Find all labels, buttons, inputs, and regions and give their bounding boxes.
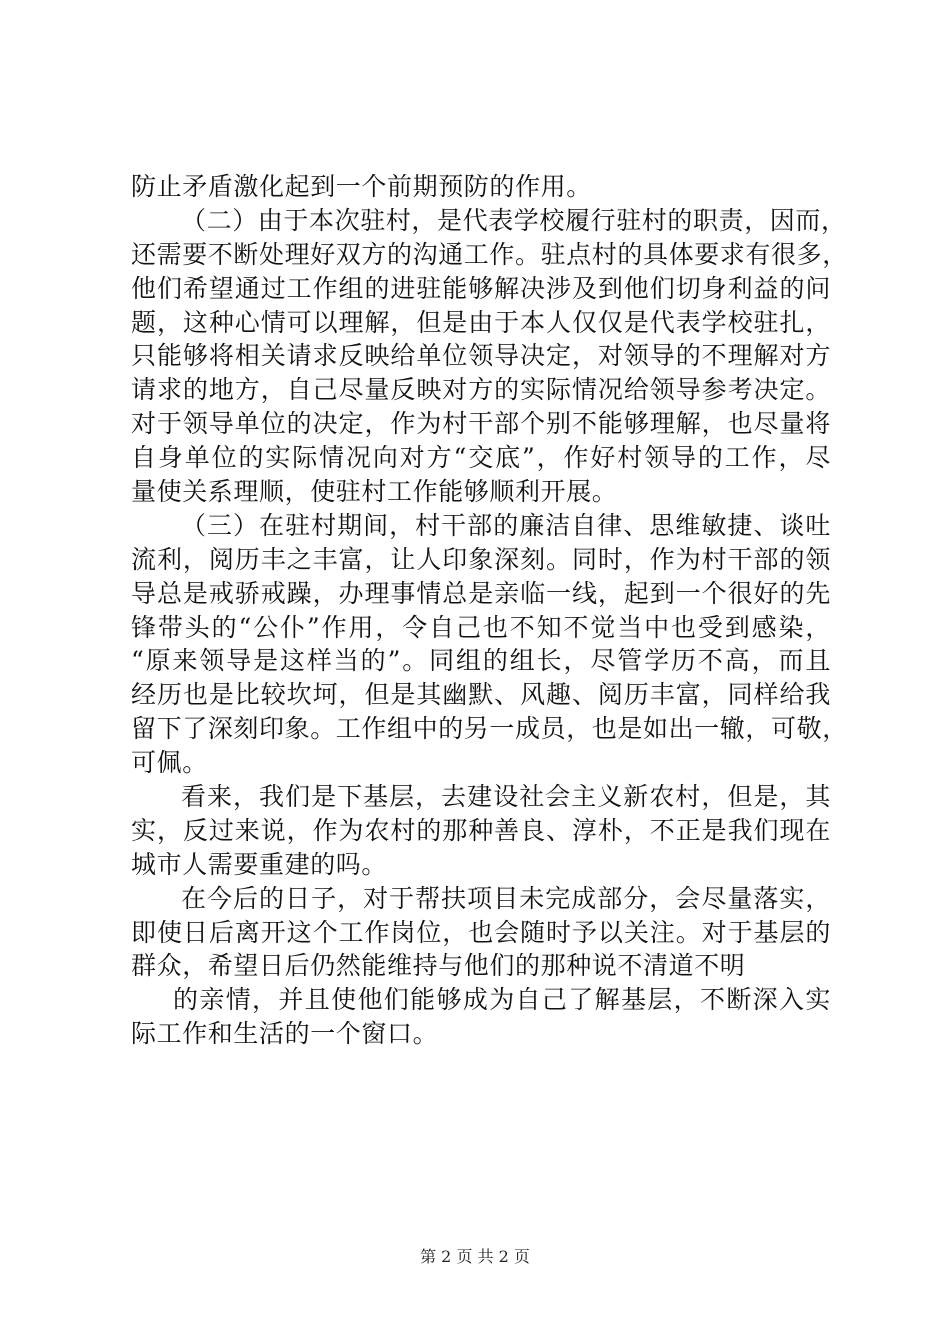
text-line: 在今后的日子，对于帮扶项目未完成部分，会尽量落实， [181,883,831,913]
text-line: 题，这种心情可以理解，但是由于本人仅仅是代表学校驻扎， [131,307,831,337]
text-line: 导总是戒骄戒躁，办理事情总是亲临一线，起到一个很好的先 [131,578,831,608]
text-line: 流利，阅历丰之丰富，让人印象深刻。同时，作为村干部的领 [131,544,831,574]
text-line: 还需要不断处理好双方的沟通工作。驻点村的具体要求有很多， [131,239,848,269]
text-line: 可佩。 [131,748,208,778]
text-line: 看来，我们是下基层，去建设社会主义新农村，但是，其 [181,782,831,812]
text-line: 自身单位的实际情况向对方“交底”，作好村领导的工作，尽 [131,443,831,473]
text-line: 的亲情，并且使他们能够成为自己了解基层，不断深入实 [173,985,831,1015]
text-line: 防止矛盾激化起到一个前期预防的作用。 [131,172,592,201]
text-line: 他们希望通过工作组的进驻能够解决涉及到他们切身利益的问 [131,273,831,303]
text-line: （二）由于本次驻村，是代表学校履行驻村的职责，因而， [181,205,847,235]
document-body [131,170,848,1051]
text-line: （三）在驻村期间，村干部的廉洁自律、思维敏捷、谈吐 [181,510,831,540]
page-number-footer: 第 2 页 共 2 页 [420,1247,530,1266]
text-line: 经历也是比较坎坷，但是其幽默、风趣、阅历丰富，同样给我 [131,680,831,710]
text-line: 城市人需要重建的吗。 [131,849,388,879]
text-line: “原来领导是这样当的”。同组的组长，尽管学历不高，而且 [131,646,831,676]
text-line: 实，反过来说，作为农村的那种善良、淳朴，不正是我们现在 [131,815,831,845]
text-line: 量使关系理顺，使驻村工作能够顺利开展。 [131,477,618,507]
text-line: 锋带头的“公仆”作用，令自己也不知不觉当中也受到感染， [131,612,831,642]
text-line: 留下了深刻印象。工作组中的另一成员，也是如出一辙，可敬， [131,714,848,744]
text-line: 对于领导单位的决定，作为村干部个别不能够理解，也尽量将 [131,409,831,439]
text-line: 际工作和生活的一个窗口。 [131,1019,439,1049]
text-line: 请求的地方，自己尽量反映对方的实际情况给领导参考决定。 [131,375,831,405]
text-line: 只能够将相关请求反映给单位领导决定，对领导的不理解对方 [131,341,831,371]
text-line: 群众，希望日后仍然能维持与他们的那种说不清道不明 [131,951,746,981]
text-line: 即使日后离开这个工作岗位，也会随时予以关注。对于基层的 [131,917,831,947]
